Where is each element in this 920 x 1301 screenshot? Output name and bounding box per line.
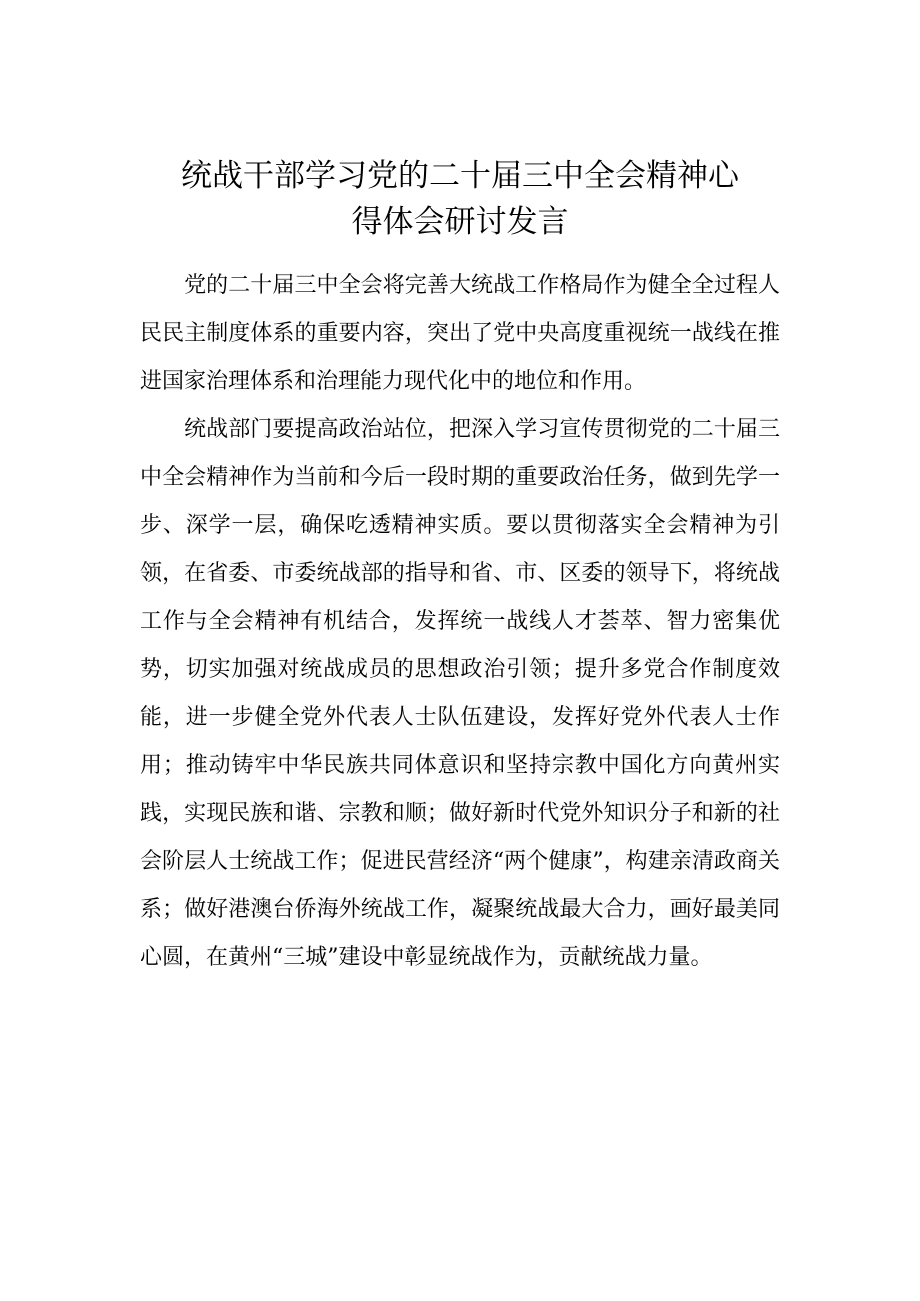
paragraph-2-text: 统战部门要提高政治站位，把深入学习宣传贯彻党的二十届三中全会精神作为当前和今后一段时期的重要政治任务，做到先学一步、深学一层，确保吃透精神实质。要以贯彻落实全会精神为引领，在省委、市委统战部的指导和省、市、区委的领导下，将统战工作与全会精神有机结合，发挥统一战线人才荟萃、智力密集优势，切实加强对统战成员的思想政治引领；提升多党合作制度效能，进一步健全党外代表人士队伍建设，发挥好党外代表人士作用；推动铸牢中华民族共同体意识和坚持宗教中国化方向黄州实践，实现民族和谐、宗教和顺；做好新时代党外知识分子和新的社会阶层人士统战工作；促进民营经济“两个健康”，构建亲清政商关系；做好港澳台侨海外统战工作，凝聚统战最大合力，画好最美同心圆，在黄州“三城”建设中彰显统战作为，贡献统战力量。	[140, 417, 780, 970]
paragraph-1-text: 党的二十届三中全会将完善大统战工作格局作为健全全过程人民民主制度体系的重要内容，突出了党中央高度重视统一战线在推进国家治理体系和治理能力现代化中的地位和作用。	[140, 273, 780, 394]
document-title-line-1: 统战干部学习党的二十届三中全会精神心	[181, 158, 739, 194]
paragraph-2	[140, 406, 780, 982]
document-title-line-2: 得体会研讨发言	[351, 204, 569, 240]
paragraph-1	[140, 262, 780, 406]
